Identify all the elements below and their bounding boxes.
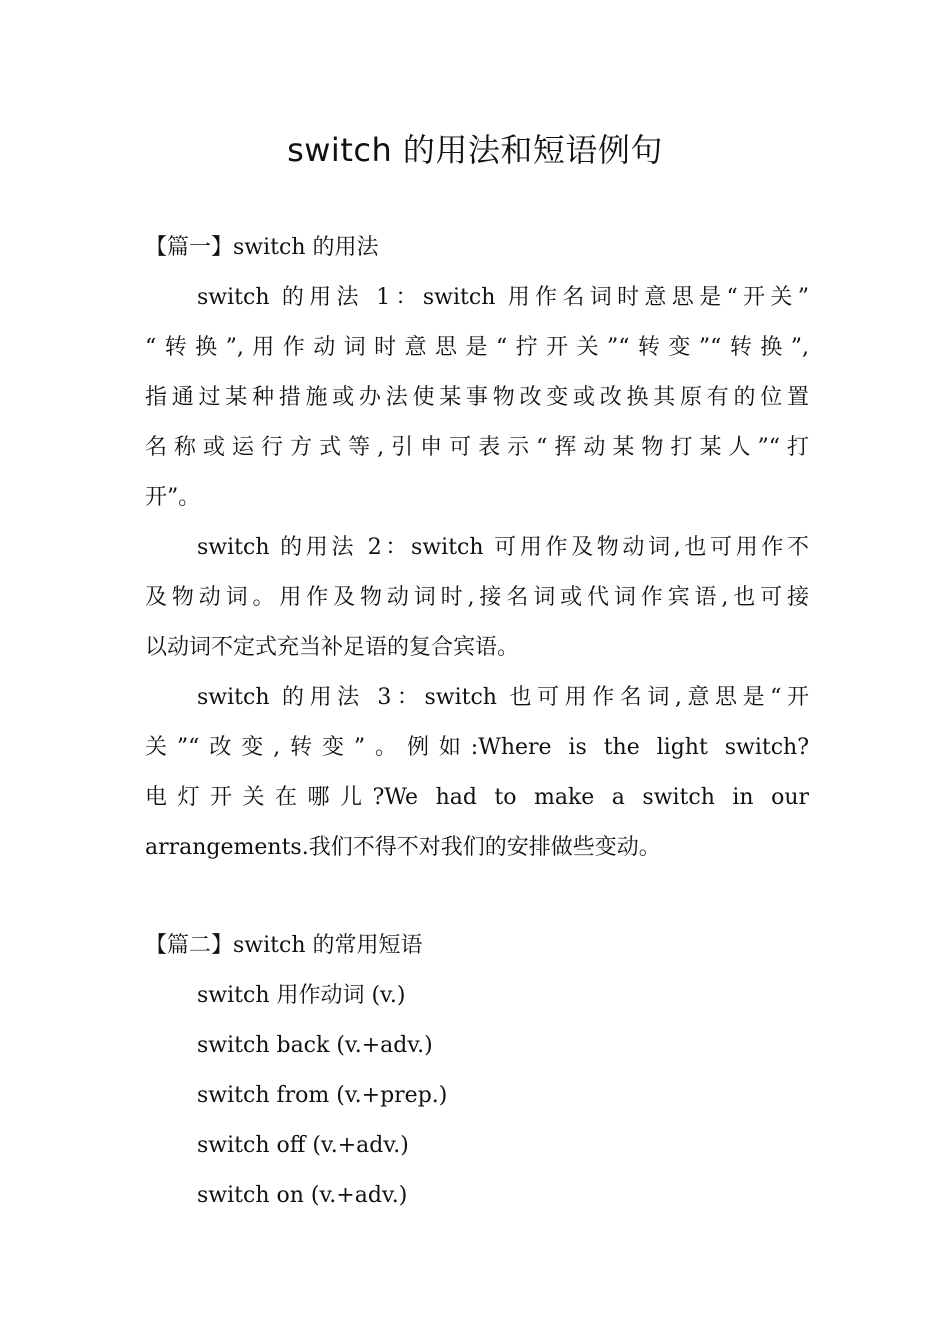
paragraph-line: arrangements.我们不得不对我们的安排做些变动。 [145,835,661,860]
section-heading-1: 【篇一】switch 的用法 [145,235,379,260]
paragraph-line: 电灯开关在哪儿?We had to make a switch in our [145,785,809,810]
paragraph-line: 及物动词。用作及物动词时,接名词或代词作宾语,也可接 [145,585,809,610]
paragraph-line: 关”“改变,转变”。例如:Where is the light switch? [145,735,809,760]
paragraph-usage-3 [145,673,809,873]
paragraph-line: 名称或运行方式等,引申可表示“挥动某物打某人”“打 [145,435,809,460]
phrase-list [197,971,447,1221]
paragraph-line: switch 的用法 1：switch 用作名词时意思是“开关” [197,285,809,310]
paragraph-usage-2 [145,523,809,673]
phrase-item: switch back (v.+adv.) [197,1033,433,1058]
paragraph-line: 开”。 [145,485,201,510]
paragraph-line: switch 的用法 2：switch 可用作及物动词,也可用作不 [197,535,809,560]
phrase-item: switch off (v.+adv.) [197,1133,409,1158]
paragraph-line: 以动词不定式充当补足语的复合宾语。 [145,635,520,660]
phrase-item: switch 用作动词 (v.) [197,983,406,1008]
paragraph-line: 指通过某种措施或办法使某事物改变或改换其原有的位置 [145,385,809,410]
paragraph-usage-1 [145,273,809,523]
paragraph-line: “转换”,用作动词时意思是“拧开关”“转变”“转换”, [145,335,809,360]
paragraph-line: switch 的用法 3：switch 也可用作名词,意思是“开 [197,685,809,710]
phrase-item: switch from (v.+prep.) [197,1083,448,1108]
phrase-item: switch on (v.+adv.) [197,1183,408,1208]
section-heading-2: 【篇二】switch 的常用短语 [145,933,423,958]
document-title: switch 的用法和短语例句 [287,131,663,169]
